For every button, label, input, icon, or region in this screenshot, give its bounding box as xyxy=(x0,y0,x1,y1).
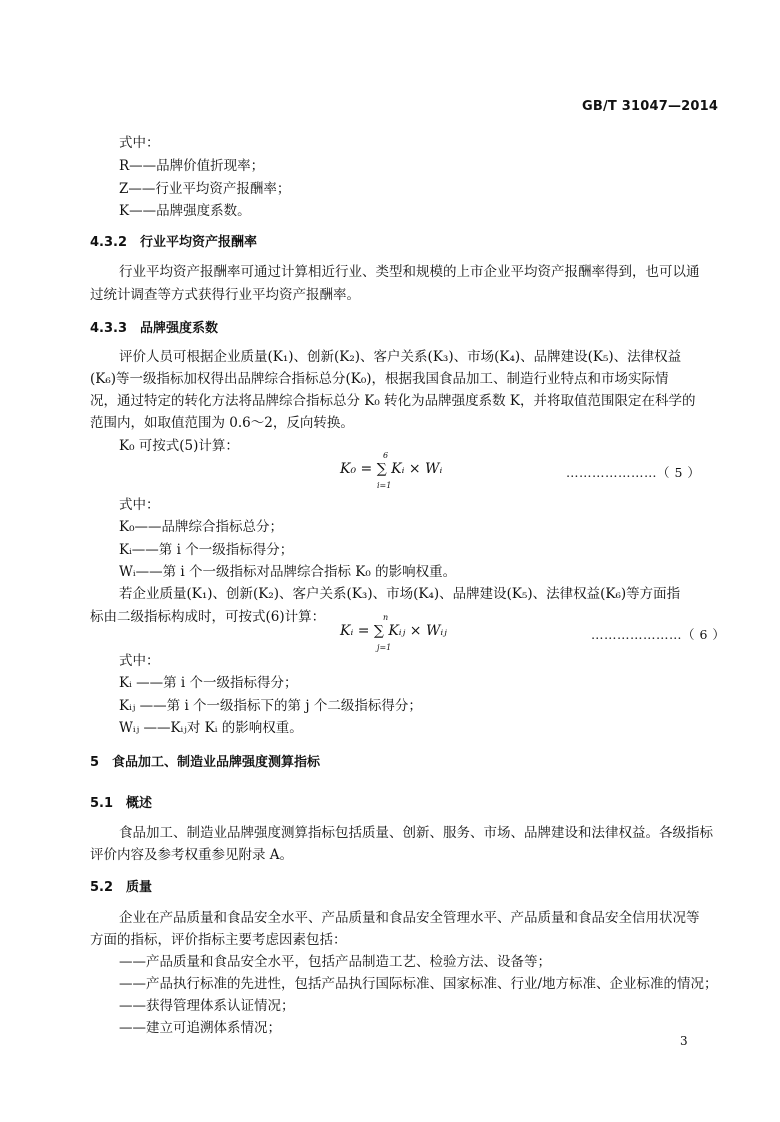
equation-number-6: …………………（ 6 ） xyxy=(591,627,726,642)
paragraph-line: 行业平均资产报酬率可通过计算相近行业、类型和规模的上市企业平均资产报酬率得到，也可以通 xyxy=(119,264,700,280)
where-label: 式中： xyxy=(119,135,160,151)
definition-Kij: Kᵢⱼ ——第 i 个一级指标下的第 j 个二级指标得分； xyxy=(119,698,422,714)
heading-5: 5 食品加工、制造业品牌强度测算指标 xyxy=(90,755,321,770)
definition-K: K——品牌强度系数。 xyxy=(119,203,251,219)
paragraph-line: 范围内，如取值范围为 0.6～2，反向转换。 xyxy=(90,415,354,431)
definition-R: R——品牌价值折现率； xyxy=(119,158,265,174)
heading-5-2: 5.2 质量 xyxy=(90,880,153,895)
where-label: 式中： xyxy=(119,653,160,669)
standard-number: GB/T 31047—2014 xyxy=(582,99,719,114)
heading-4-3-2: 4.3.2 行业平均资产报酬率 xyxy=(90,235,258,250)
definition-Wij: Wᵢⱼ ——Kᵢⱼ对 Kᵢ 的影响权重。 xyxy=(119,720,303,736)
definition-K0: K₀——品牌综合指标总分； xyxy=(119,519,283,535)
definition-Z: Z——行业平均资产报酬率； xyxy=(119,181,291,197)
list-item: ——建立可追溯体系情况； xyxy=(119,1020,281,1036)
paragraph-line: 方面的指标，评价指标主要考虑因素包括： xyxy=(90,932,347,948)
definition-Ki: Kᵢ——第 i 个一级指标得分； xyxy=(119,542,294,558)
paragraph-line: 过统计调查等方式获得行业平均资产报酬率。 xyxy=(90,287,360,303)
list-item: ——获得管理体系认证情况； xyxy=(119,998,295,1014)
formula-6-lower-limit: j=1 xyxy=(377,643,392,652)
formula-5-lower-limit: i=1 xyxy=(377,481,392,490)
where-label: 式中： xyxy=(119,497,160,513)
calc-intro-5: K₀ 可按式(5)计算： xyxy=(119,438,239,454)
formula-5-upper-limit: 6 xyxy=(383,451,389,460)
formula-5: K₀ = ∑ Kᵢ × Wᵢ xyxy=(340,461,443,477)
list-item: ——产品质量和食品安全水平，包括产品制造工艺、检验方法、设备等； xyxy=(119,954,551,970)
paragraph-line: 况，通过特定的转化方法将品牌综合指标总分 K₀ 转化为品牌强度系数 K，并将取值范围限定在科学的 xyxy=(90,393,696,409)
paragraph-line: 食品加工、制造业品牌强度测算指标包括质量、创新、服务、市场、品牌建设和法律权益。各级指标 xyxy=(119,825,713,841)
paragraph-line: (K₆)等一级指标加权得出品牌综合指标总分(K₀)，根据我国食品加工、制造行业特点和市场实际情 xyxy=(90,371,669,387)
definition-Wi: Wᵢ——第 i 个一级指标对品牌综合指标 K₀ 的影响权重。 xyxy=(119,564,457,580)
paragraph-line: 企业在产品质量和食品安全水平、产品质量和食品安全管理水平、产品质量和食品安全信用状况等 xyxy=(119,910,700,926)
heading-5-1: 5.1 概述 xyxy=(90,796,153,811)
definition-Ki: Kᵢ ——第 i 个一级指标得分； xyxy=(119,675,298,691)
paragraph-line: 标由二级指标构成时，可按式(6)计算： xyxy=(90,609,326,625)
page-number: 3 xyxy=(680,1034,688,1048)
paragraph-line: 评价内容及参考权重参见附录 A。 xyxy=(90,847,294,863)
paragraph-line: 若企业质量(K₁)、创新(K₂)、客户关系(K₃)、市场(K₄)、品牌建设(K₅)、法律权益(K₆)等方面指 xyxy=(119,586,681,602)
formula-6-upper-limit: n xyxy=(383,613,389,622)
equation-number-5: …………………（ 5 ） xyxy=(566,465,701,480)
heading-4-3-3: 4.3.3 品牌强度系数 xyxy=(90,321,219,336)
formula-6: Kᵢ = ∑ Kᵢⱼ × Wᵢⱼ xyxy=(340,623,447,639)
paragraph-line: 评价人员可根据企业质量(K₁)、创新(K₂)、客户关系(K₃)、市场(K₄)、品牌建设(K₅)、法律权益 xyxy=(119,349,682,365)
list-item: ——产品执行标准的先进性，包括产品执行国际标准、国家标准、行业/地方标准、企业标准的情况； xyxy=(119,976,718,992)
